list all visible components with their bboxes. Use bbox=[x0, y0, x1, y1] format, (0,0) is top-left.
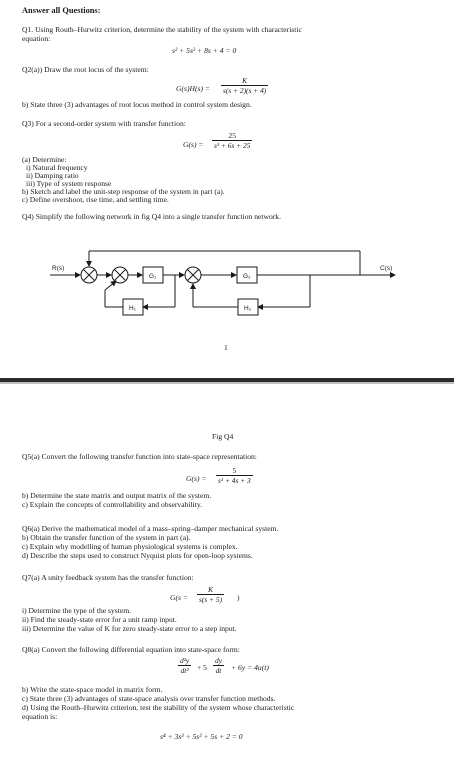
q2-part-a: Q2(a)) Draw the root locus of the system: bbox=[22, 65, 149, 74]
q5-part-b: b) Determine the state matrix and output matrix of the system. bbox=[22, 491, 212, 500]
q7-part-ii: ii) Find the steady-state error for a unit ramp input. bbox=[22, 615, 177, 624]
figure-caption: Fig Q4 bbox=[212, 432, 234, 441]
q8-denominator-2: dt bbox=[213, 665, 224, 675]
page-title: Answer all Questions: bbox=[22, 6, 101, 15]
q5-denominator: s² + 4s + 3 bbox=[218, 476, 251, 485]
q3-part-a: (a) Determine: bbox=[22, 155, 67, 164]
label-input: R(s) bbox=[52, 265, 65, 272]
q3-part-c: c) Define overshoot, rise time, and settling time. bbox=[22, 195, 169, 204]
q8-part-c: c) State three (3) advantages of state-space analysis over transfer function methods. bbox=[22, 694, 276, 703]
q4-intro: Q4) Simplify the following network in fig Q4 into a single transfer function network. bbox=[22, 212, 281, 221]
q3-numerator: 25 bbox=[228, 131, 236, 140]
label-h2: H₂ bbox=[244, 305, 252, 312]
q3-intro: Q3) For a second-order system with transfer function: bbox=[22, 119, 186, 128]
q7-numerator: K bbox=[208, 585, 213, 594]
q7-fraction bbox=[197, 585, 224, 604]
label-g1: G₁ bbox=[149, 273, 157, 280]
q2-numerator: K bbox=[242, 76, 248, 85]
q3-lhs: G(s) = bbox=[183, 140, 204, 149]
q8-equation: s⁴ + 3s³ + 5s² + 5s + 2 = 0 bbox=[160, 732, 243, 741]
block-diagram bbox=[0, 245, 454, 325]
q8-denominator-1: dt² bbox=[178, 665, 191, 675]
label-g2: G₂ bbox=[243, 273, 251, 280]
q6-part-d: d) Describe the steps used to construct Nyquist plots for open-loop systems. bbox=[22, 551, 253, 560]
q2-part-b: b) State three (3) advantages of root locus method in control system design. bbox=[22, 100, 252, 109]
q6-part-a: Q6(a) Derive the mathematical model of a mass–spring–damper mechanical system. bbox=[22, 524, 279, 533]
label-output: C(s) bbox=[380, 265, 393, 272]
q2-denominator: s(s + 2)(s + 4) bbox=[223, 86, 267, 95]
q7-lhs: G(s = bbox=[170, 593, 188, 602]
q8-numerator-1: d²y bbox=[180, 656, 190, 665]
q8-mid: + 5 bbox=[197, 663, 207, 672]
q8-numerator-2: dy bbox=[215, 656, 222, 665]
q8-part-d-line2: equation is: bbox=[22, 712, 58, 721]
q6-part-c: c) Explain why modelling of human physiological systems is complex. bbox=[22, 542, 238, 551]
feedback-h1-to-junction bbox=[105, 281, 116, 290]
q7-part-a: Q7(a) A unity feedback system has the transfer function: bbox=[22, 573, 194, 582]
q3-denominator: s² + 6s + 25 bbox=[214, 141, 251, 150]
q3-part-b: b) Sketch and label the unit-step response of the system in part (a). bbox=[22, 187, 225, 196]
q6-part-b: b) Obtain the transfer function of the system in part (a). bbox=[22, 533, 191, 542]
q8-fraction-1 bbox=[178, 656, 191, 675]
q1-equation: s² + 5s² + 8s + 4 = 0 bbox=[172, 46, 237, 55]
q7-close-paren: ) bbox=[237, 593, 240, 602]
q7-denominator: s(s + 5) bbox=[199, 595, 223, 604]
q2-lhs: G(s)H(s) = bbox=[176, 84, 211, 93]
q3-part-a-i: i) Natural frequency bbox=[26, 163, 88, 172]
q2-fraction bbox=[221, 76, 268, 95]
q5-numerator: 5 bbox=[232, 466, 237, 475]
q5-part-a: Q5(a) Convert the following transfer function into state-space representation: bbox=[22, 452, 257, 461]
label-h1: H₁ bbox=[129, 305, 136, 312]
page-number: 1 bbox=[224, 343, 228, 352]
q3-part-a-ii: ii) Damping ratio bbox=[26, 171, 79, 180]
q8-part-d-line1: d) Using the Routh–Hurwitz criterion, test the stability of the system whose characteristic bbox=[22, 703, 295, 712]
q5-fraction bbox=[216, 466, 253, 485]
q8-part-b: b) Write the state-space model in matrix form. bbox=[22, 685, 163, 694]
q8-part-a: Q8(a) Convert the following differential equation into state-space form: bbox=[22, 645, 240, 654]
q8-fraction-2 bbox=[213, 656, 224, 675]
q3-part-a-iii: iii) Type of system response bbox=[26, 179, 112, 188]
q5-part-c: c) Explain the concepts of controllability and observability. bbox=[22, 500, 203, 509]
page-divider-shadow bbox=[0, 382, 454, 384]
q8-rest: + 6y = 4u(t) bbox=[231, 663, 269, 672]
q1-line2: equation: bbox=[22, 34, 51, 43]
q5-lhs: G(s) = bbox=[186, 474, 207, 483]
q3-fraction bbox=[212, 131, 252, 150]
q7-part-iii: iii) Determine the value of K for zero steady-state error to a step input. bbox=[22, 624, 237, 633]
q1-line1: Q1. Using Routh–Hurwitz criterion, determine the stability of the system with characteristic bbox=[22, 25, 302, 34]
q7-part-i: i) Determine the type of the system. bbox=[22, 606, 132, 615]
